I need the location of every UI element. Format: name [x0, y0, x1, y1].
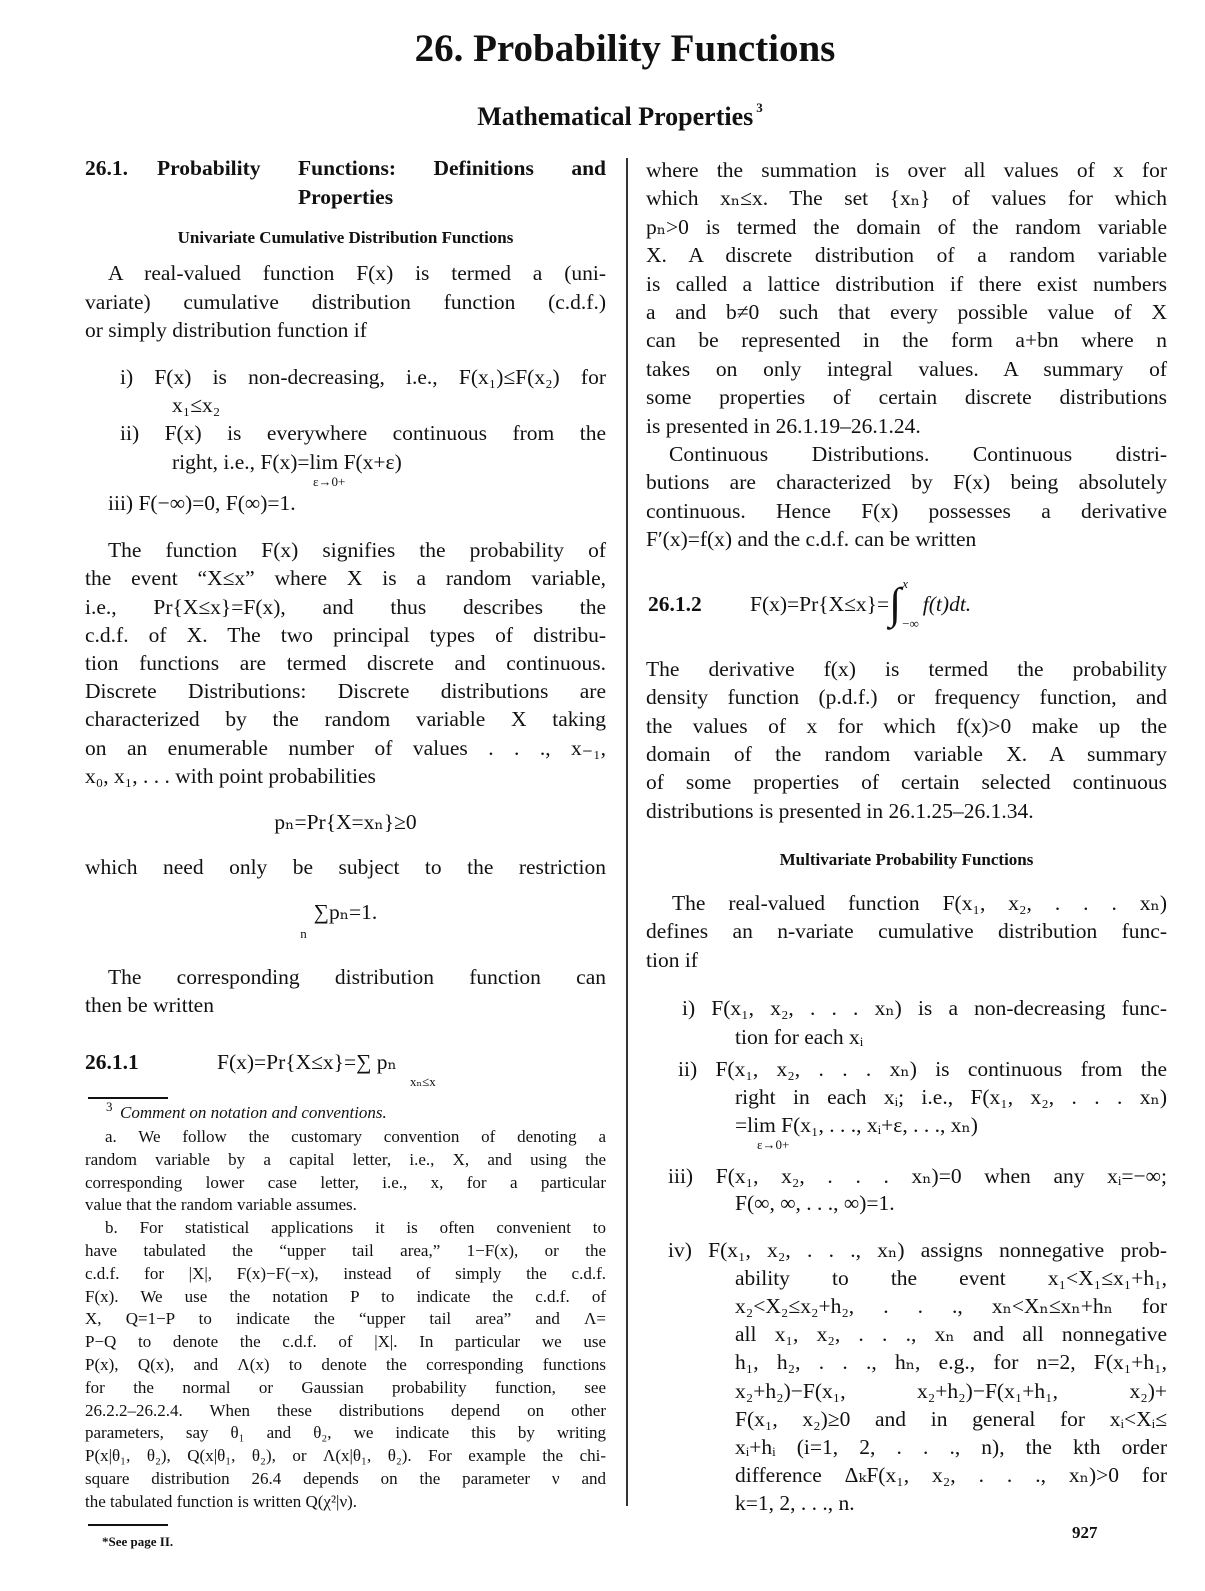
footnote-line: F(x). We use the notation P to indicate the c.d.f. of — [85, 1287, 606, 1306]
footnote-line: 26.2.2–26.2.4. When these distributions depend on other — [85, 1401, 606, 1420]
paragraph-line: The derivative f(x) is termed the probability — [646, 657, 1167, 681]
equation: ∑pₙ=1. — [313, 900, 378, 924]
section-title: Properties — [297, 185, 394, 209]
subtitle-text: Mathematical Properties — [477, 102, 754, 131]
equation-subscript: n — [300, 926, 307, 941]
paragraph-line: characterized by the random variable X taking — [85, 707, 606, 731]
list-item-line: iii) F(−∞)=0, F(∞)=1. — [108, 491, 296, 515]
bottom-note-rule — [88, 1524, 168, 1526]
paragraph-line: The function F(x) signifies the probability of — [108, 538, 606, 562]
list-item-line: right, i.e., F(x)=lim F(x+ε) — [172, 450, 402, 474]
paragraph-line: which xₙ≤x. The set {xₙ} of values for which — [646, 186, 1167, 210]
section-number: 26.1. — [85, 156, 128, 180]
list-item-line: F(∞, ∞, . . ., ∞)=1. — [735, 1191, 895, 1215]
paragraph-line: distributions is presented in 26.1.25–26.1.34. — [646, 799, 1034, 823]
paragraph-line: x₀, x₁, . . . with point probabilities — [85, 764, 376, 788]
footnote-title: Comment on notation and conventions. — [120, 1103, 387, 1122]
paragraph-line: butions are characterized by F(x) being absolutely — [646, 470, 1167, 494]
list-item-line: iii) F(x₁, x₂, . . . xₙ)=0 when any xᵢ=−∞; — [668, 1164, 1167, 1188]
footnote-line: value that the random variable assumes. — [85, 1195, 357, 1214]
footnote-line: corresponding lower case letter, i.e., x, for a particular — [85, 1173, 606, 1192]
list-item-line: F(x₁, x₂)≥0 and in general for xᵢ<Xᵢ≤ — [735, 1407, 1167, 1431]
footnote-line: P(x), Q(x), and Λ(x) to denote the corresponding functions — [85, 1355, 606, 1374]
section-subtitle — [0, 102, 1205, 132]
chapter-title: 26. Probability Functions — [414, 27, 836, 70]
paragraph-line: A real-valued function F(x) is termed a (uni- — [108, 261, 606, 285]
bottom-note: *See page II. — [102, 1534, 174, 1549]
footnote-line: square distribution 26.4 depends on the parameter ν and — [85, 1469, 606, 1488]
sub-heading: Multivariate Probability Functions — [779, 850, 1034, 869]
paragraph-line: then be written — [85, 993, 214, 1017]
list-item-line: ii) F(x₁, x₂, . . . xₙ) is continuous from the — [678, 1057, 1167, 1081]
equation-label: 26.1.1 — [85, 1050, 139, 1074]
section-title: Probability Functions: Definitions and — [157, 156, 606, 180]
footnote-line: parameters, say θ₁ and θ₂, we indicate this by writing — [85, 1423, 606, 1442]
paragraph-line: the event “X≤x” where X is a random variable, — [85, 566, 606, 590]
paragraph-line: domain of the random variable X. A summary — [646, 742, 1167, 766]
paragraph-line: on an enumerable number of values . . ., x₋₁, — [85, 736, 606, 760]
footnote-line: X, Q=1−P to indicate the “upper tail area” and Λ= — [85, 1309, 606, 1328]
footnote-line: P(x|θ₁, θ₂), Q(x|θ₁, θ₂), or Λ(x|θ₁, θ₂). For example the chi- — [85, 1446, 606, 1465]
paragraph-line: is called a lattice distribution if there exist numbers — [646, 272, 1167, 296]
list-item-line: right in each xᵢ; i.e., F(x₁, x₂, . . . xₙ) — [735, 1085, 1167, 1109]
footnote-line: random variable by a capital letter, i.e., X, and using the — [85, 1150, 606, 1169]
integral-sign: ∫ — [889, 579, 902, 628]
integral-limits — [902, 577, 919, 631]
paragraph-line: continuous. Hence F(x) possesses a derivative — [646, 499, 1167, 523]
equation-label: 26.1.2 — [648, 592, 702, 616]
sub-heading: Univariate Cumulative Distribution Functions — [177, 228, 514, 247]
footnote-number: 3 — [106, 1099, 113, 1114]
paragraph-line: i.e., Pr{X≤x}=F(x), and thus describes the — [85, 595, 606, 619]
integral-upper-limit: x — [902, 576, 908, 591]
paragraph-line: X. A discrete distribution of a random variable — [646, 243, 1167, 267]
list-item-line: x₂+h₂)−F(x₁, x₂+h₂)−F(x₁+h₁, x₂)+ — [735, 1379, 1167, 1403]
limit-subscript: ε→0+ — [313, 474, 346, 489]
integral-lower-limit: −∞ — [902, 616, 919, 631]
paragraph-line: Continuous Distributions. Continuous distri- — [669, 442, 1167, 466]
paragraph-line: some properties of certain discrete distributions — [646, 385, 1167, 409]
footnote-line: P−Q to denote the c.d.f. of |X|. In particular we use — [85, 1332, 606, 1351]
list-item-line: difference ΔₖF(x₁, x₂, . . ., xₙ)>0 for — [735, 1463, 1167, 1487]
paragraph-line: defines an n-variate cumulative distribution func- — [646, 919, 1167, 943]
paragraph-line: c.d.f. of X. The two principal types of distribu- — [85, 623, 606, 647]
equation: pₙ=Pr{X=xₙ}≥0 — [274, 810, 417, 834]
list-item-line: =lim F(x₁, . . ., xᵢ+ε, . . ., xₙ) — [735, 1113, 978, 1137]
footnote-line: for the normal or Gaussian probability function, see — [85, 1378, 606, 1397]
list-item-line: ii) F(x) is everywhere continuous from the — [120, 421, 606, 445]
paragraph-line: the values of x for which f(x)>0 make up the — [646, 714, 1167, 738]
paragraph-line: The corresponding distribution function can — [108, 965, 606, 989]
paragraph-line: is presented in 26.1.19–26.1.24. — [646, 414, 921, 438]
equation-subscript: xₙ≤x — [410, 1074, 436, 1089]
list-item-line: x₂<X₂≤x₂+h₂, . . ., xₙ<Xₙ≤xₙ+hₙ for — [735, 1294, 1167, 1318]
footnote-line: the tabulated function is written Q(χ²|ν). — [85, 1492, 358, 1511]
equation-26-1-2 — [648, 576, 971, 632]
list-item-line: tion for each xᵢ — [735, 1025, 864, 1049]
paragraph-line: tion if — [646, 948, 698, 972]
footnote-line: c.d.f. for |X|, F(x)−F(−x), instead of simply the c.d.f. — [85, 1264, 606, 1283]
list-item-line: i) F(x) is non-decreasing, i.e., F(x₁)≤F(x₂) for — [120, 365, 606, 389]
list-item-line: k=1, 2, . . ., n. — [735, 1491, 855, 1515]
equation-lhs: F(x)=Pr{X≤x}= — [750, 592, 890, 616]
paragraph-line: or simply distribution function if — [85, 318, 367, 342]
limit-subscript: ε→0+ — [757, 1137, 790, 1152]
footnote-line: b. For statistical applications it is often convenient to — [105, 1218, 606, 1237]
list-item-line: i) F(x₁, x₂, . . . xₙ) is a non-decreasing func- — [682, 996, 1167, 1020]
footnote-line: have tabulated the “upper tail area,” 1−F(x), or the — [85, 1241, 606, 1260]
equation: F(x)=Pr{X≤x}=∑ pₙ — [217, 1050, 397, 1074]
list-item-line: h₁, h₂, . . ., hₙ, e.g., for n=2, F(x₁+h₁, — [735, 1350, 1167, 1374]
paragraph-line: The real-valued function F(x₁, x₂, . . . xₙ) — [672, 891, 1167, 915]
paragraph-line: takes on only integral values. A summary of — [646, 357, 1167, 381]
footnote-line: a. We follow the customary convention of denoting a — [105, 1127, 606, 1146]
paragraph-line: where the summation is over all values of x for — [646, 158, 1167, 182]
column-divider — [626, 158, 628, 1506]
page-number: 927 — [1072, 1523, 1098, 1542]
paragraph-line: Discrete Distributions: Discrete distributions are — [85, 679, 606, 703]
paragraph-line: density function (p.d.f.) or frequency function, and — [646, 685, 1167, 709]
paragraph-line: tion functions are termed discrete and continuous. — [85, 651, 606, 675]
footnote-marker: 3 — [756, 100, 763, 115]
paragraph-line: variate) cumulative distribution function (c.d.f.) — [85, 290, 606, 314]
equation-rhs: f(t)dt. — [922, 592, 972, 616]
list-item-line: all x₁, x₂, . . ., xₙ and all nonnegative — [735, 1322, 1167, 1346]
paragraph-line: which need only be subject to the restriction — [85, 855, 606, 879]
list-item-line: x₁≤x₂ — [172, 393, 221, 417]
paragraph-line: can be represented in the form a+bn where n — [646, 328, 1167, 352]
list-item-line: ability to the event x₁<X₁≤x₁+h₁, — [735, 1266, 1167, 1290]
list-item-line: xᵢ+hᵢ (i=1, 2, . . ., n), the kth order — [735, 1435, 1167, 1459]
footnote-rule — [88, 1097, 168, 1099]
paragraph-line: a and b≠0 such that every possible value of X — [646, 300, 1167, 324]
list-item-line: iv) F(x₁, x₂, . . ., xₙ) assigns nonnegative prob- — [668, 1238, 1167, 1262]
paragraph-line: F′(x)=f(x) and the c.d.f. can be written — [646, 527, 977, 551]
paragraph-line: of some properties of certain selected continuous — [646, 770, 1167, 794]
paragraph-line: pₙ>0 is termed the domain of the random variable — [646, 215, 1167, 239]
